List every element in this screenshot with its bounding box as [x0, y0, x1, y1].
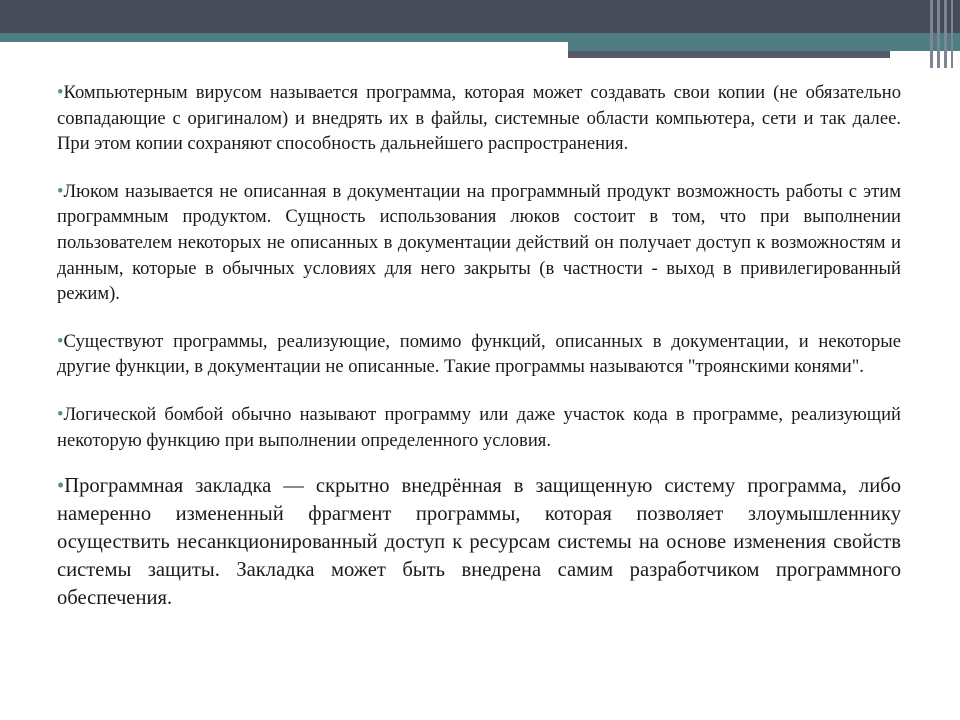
bullet-icon: • — [57, 475, 65, 498]
paragraph-virus — [57, 80, 901, 157]
paragraph-text: Программная закладка — скрытно внедрённая в защищенную систему программа, либо намеренно измененный фрагмент программы, которая позволяет злоумышленнику осуществить несанкционированный доступ к ресурсам системы на основе изменения свойств системы защиты. Закладка может быть внедрена самим разработчиком программного обеспечения. — [57, 475, 901, 610]
slide-content — [57, 80, 901, 612]
bullet-icon: • — [57, 403, 64, 425]
bullet-icon: • — [57, 82, 64, 103]
paragraph-logic-bomb — [57, 402, 901, 453]
header-accent-line — [0, 33, 960, 42]
paragraph-bookmark — [57, 472, 901, 612]
paragraph-hatch — [57, 179, 901, 307]
paragraph-text: Компьютерным вирусом называется программа, которая может создавать свои копии (не обязательно совпадающие с оригиналом) и внедрять их в файлы, системные области компьютера, сети и так далее. При этом копии сохраняют способность дальнейшего распространения. — [57, 82, 901, 155]
bullet-icon: • — [57, 180, 64, 202]
paragraph-text: Существуют программы, реализующие, помимо функций, описанных в документации, и некоторые другие функции, в документации не описанные. Такие программы называются "троянскими конями". — [57, 330, 901, 378]
bullet-icon: • — [57, 330, 64, 352]
decorative-stripe — [944, 0, 947, 68]
decorative-stripe — [930, 0, 933, 68]
decorative-stripe — [951, 0, 953, 68]
paragraph-text: Логической бомбой обычно называют программу или даже участок кода в программе, реализующий некоторую функцию при выполнении определенного условия. — [57, 403, 901, 451]
header-accent-bar — [568, 42, 960, 51]
header-accent-thin-bar — [568, 51, 890, 58]
paragraph-trojan — [57, 329, 901, 380]
paragraph-text: Люком называется не описанная в документации на программный продукт возможность работы с этим программным продуктом. Сущность использования люков состоит в том, что при выполнении пользователем некоторых не описанных в документации действий он получает доступ к возможностям и данным, которые в обычных условиях для него закрыты (в частности - выход в привилегированный режим). — [57, 180, 901, 305]
decorative-stripe — [937, 0, 940, 68]
header-band — [0, 0, 960, 33]
